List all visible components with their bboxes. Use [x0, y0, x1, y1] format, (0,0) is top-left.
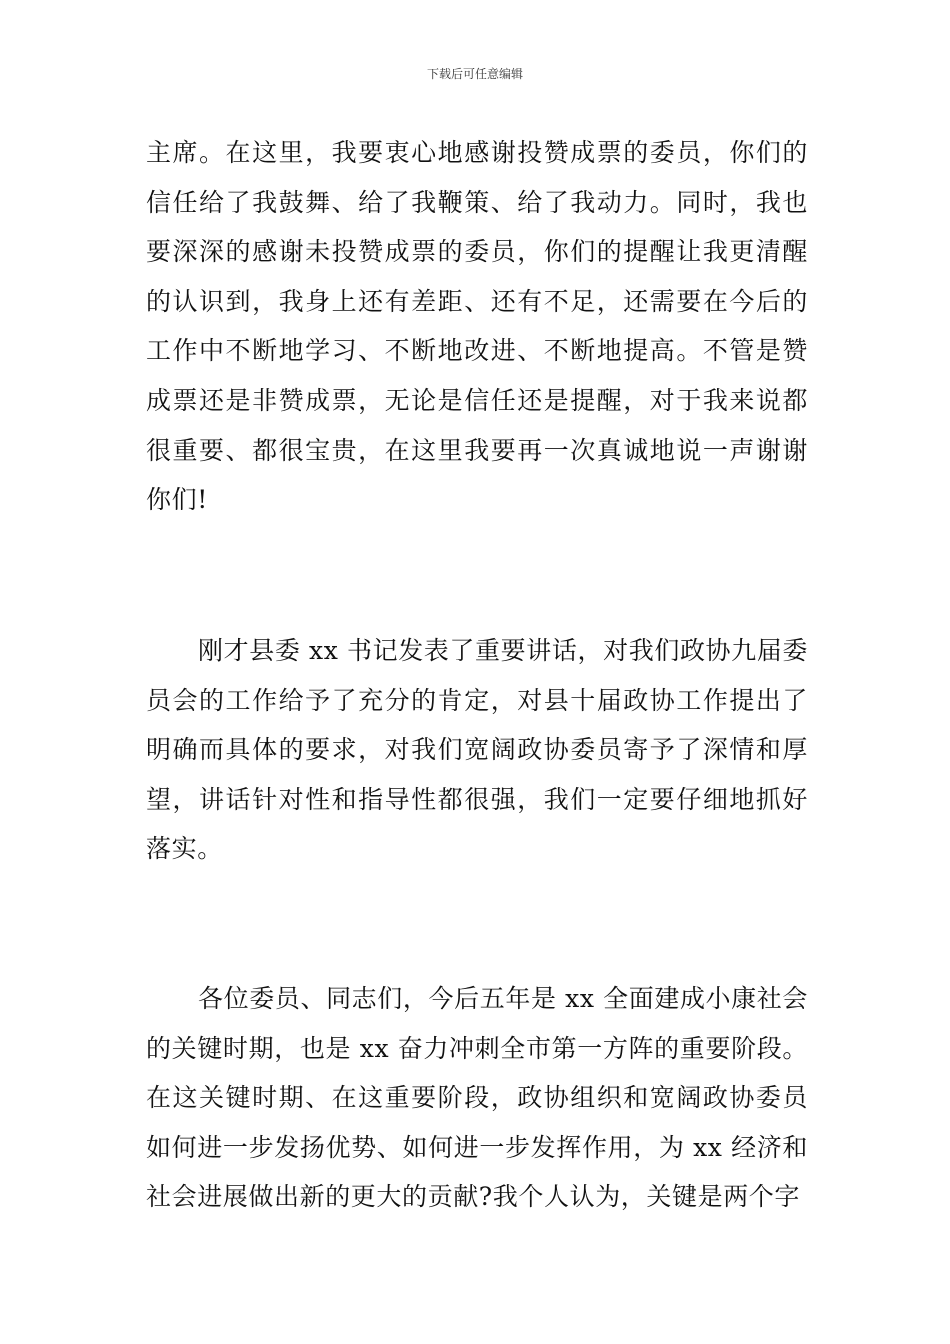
- paragraph-3: 各位委员、同志们，今后五年是 xx 全面建成小康社会的关键时期，也是 xx 奋力冲刺全市第一方阵的重要阶段。在这关键时期、在这重要阶段，政协组织和宽阔政协委员如何进一步发扬优势、如何进一步发挥作用，为 xx 经济和社会进展做出新的更大的贡献?我个人认为，关键是两个字: [146, 984, 808, 1212]
- paragraph-2: 刚才县委 xx 书记发表了重要讲话，对我们政协九届委员会的工作给予了充分的肯定，对县十届政协工作提出了明确而具体的要求，对我们宽阔政协委员寄予了深情和厚望，讲话针对性和指导性都很强，我们一定要仔细地抓好落实。: [146, 636, 808, 864]
- header-note: 下载后可任意编辑: [426, 67, 523, 81]
- paragraph-1: 主席。在这里，我要衷心地感谢投赞成票的委员，你们的信任给了我鼓舞、给了我鞭策、给了我动力。同时，我也要深深的感谢未投赞成票的委员，你们的提醒让我更清醒的认识到，我身上还有差距、还有不足，还需要在今后的工作中不断地学习、不断地改进、不断地提高。不管是赞成票还是非赞成票，无论是信任还是提醒，对于我来说都很重要、都很宝贵，在这里我要再一次真诚地说一声谢谢你们!: [146, 138, 808, 515]
